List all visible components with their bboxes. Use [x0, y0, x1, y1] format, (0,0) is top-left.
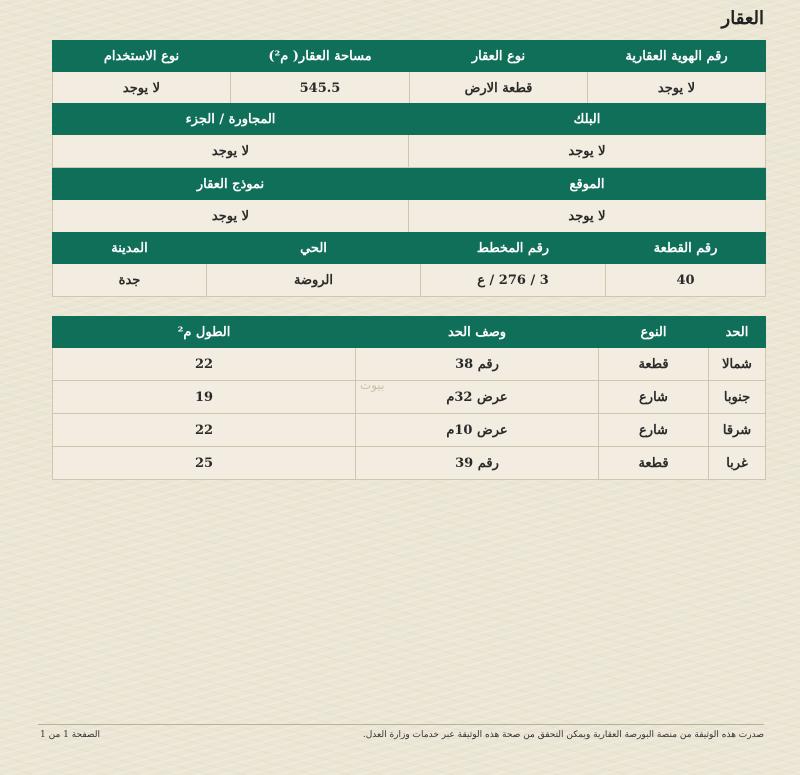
header-plan-number: رقم المخطط: [421, 233, 606, 264]
value-city: جدة: [53, 264, 207, 297]
boundary-type: شارع: [599, 414, 709, 447]
value-usage-type: لا يوجد: [53, 72, 231, 105]
header-plot-number: رقم القطعة: [606, 233, 766, 264]
property-info-table-3: [52, 168, 766, 233]
value-neighbor-part: لا يوجد: [53, 135, 409, 168]
page-number: الصفحة 1 من 1: [40, 730, 100, 740]
header-property-area: مساحة العقار( م²): [231, 41, 410, 72]
boundary-type: قطعة: [599, 447, 709, 480]
boundary-type: شارع: [599, 381, 709, 414]
boundaries-table: [52, 316, 766, 480]
header-usage-type: نوع الاستخدام: [53, 41, 231, 72]
header-boundary-type: النوع: [599, 317, 709, 348]
header-boundary-length: الطول م²: [53, 317, 356, 348]
header-block: البلك: [409, 104, 766, 135]
value-property-type: قطعة الارض: [410, 72, 588, 105]
boundary-length: 22: [53, 348, 356, 381]
boundary-desc: عرض 32م: [356, 381, 599, 414]
footer-divider: [38, 724, 764, 725]
header-property-id: رقم الهوية العقارية: [588, 41, 766, 72]
property-info-table-4: [52, 232, 766, 297]
header-neighbor-part: المجاورة / الجزء: [53, 104, 409, 135]
value-plan-number: 3 / 276 / ع: [421, 264, 606, 297]
header-city: المدينة: [53, 233, 207, 264]
header-property-model: نموذج العقار: [53, 169, 409, 200]
section-title: العقار: [721, 8, 764, 29]
property-info-table-2: [52, 103, 766, 168]
table-row: [53, 381, 766, 414]
value-plot-number: 40: [606, 264, 766, 297]
value-property-model: لا يوجد: [53, 200, 409, 233]
boundary-desc: عرض 10م: [356, 414, 599, 447]
value-property-area: 545.5: [231, 72, 410, 105]
value-block: لا يوجد: [409, 135, 766, 168]
header-property-type: نوع العقار: [410, 41, 588, 72]
property-info-table-1: [52, 40, 766, 105]
boundary-direction: جنوبا: [709, 381, 766, 414]
watermark-logo: بيوت: [360, 378, 385, 392]
table-row: [53, 447, 766, 480]
boundary-direction: شرقا: [709, 414, 766, 447]
boundary-type: قطعة: [599, 348, 709, 381]
table-row: [53, 414, 766, 447]
boundary-length: 22: [53, 414, 356, 447]
header-location: الموقع: [409, 169, 766, 200]
value-district: الروضة: [207, 264, 421, 297]
boundary-direction: غربا: [709, 447, 766, 480]
header-boundary: الحد: [709, 317, 766, 348]
table-row: [53, 348, 766, 381]
value-location: لا يوجد: [409, 200, 766, 233]
boundary-length: 19: [53, 381, 356, 414]
boundary-desc: رقم 39: [356, 447, 599, 480]
value-property-id: لا يوجد: [588, 72, 766, 105]
header-boundary-desc: وصف الحد: [356, 317, 599, 348]
footer-notice: صدرت هذه الوثيقة من منصة البورصة العقارية ويمكن التحقق من صحة هذه الوثيقة عبر خدمات وزارة العدل.: [362, 730, 764, 740]
boundary-desc: رقم 38: [356, 348, 599, 381]
boundary-length: 25: [53, 447, 356, 480]
header-district: الحي: [207, 233, 421, 264]
boundary-direction: شمالا: [709, 348, 766, 381]
